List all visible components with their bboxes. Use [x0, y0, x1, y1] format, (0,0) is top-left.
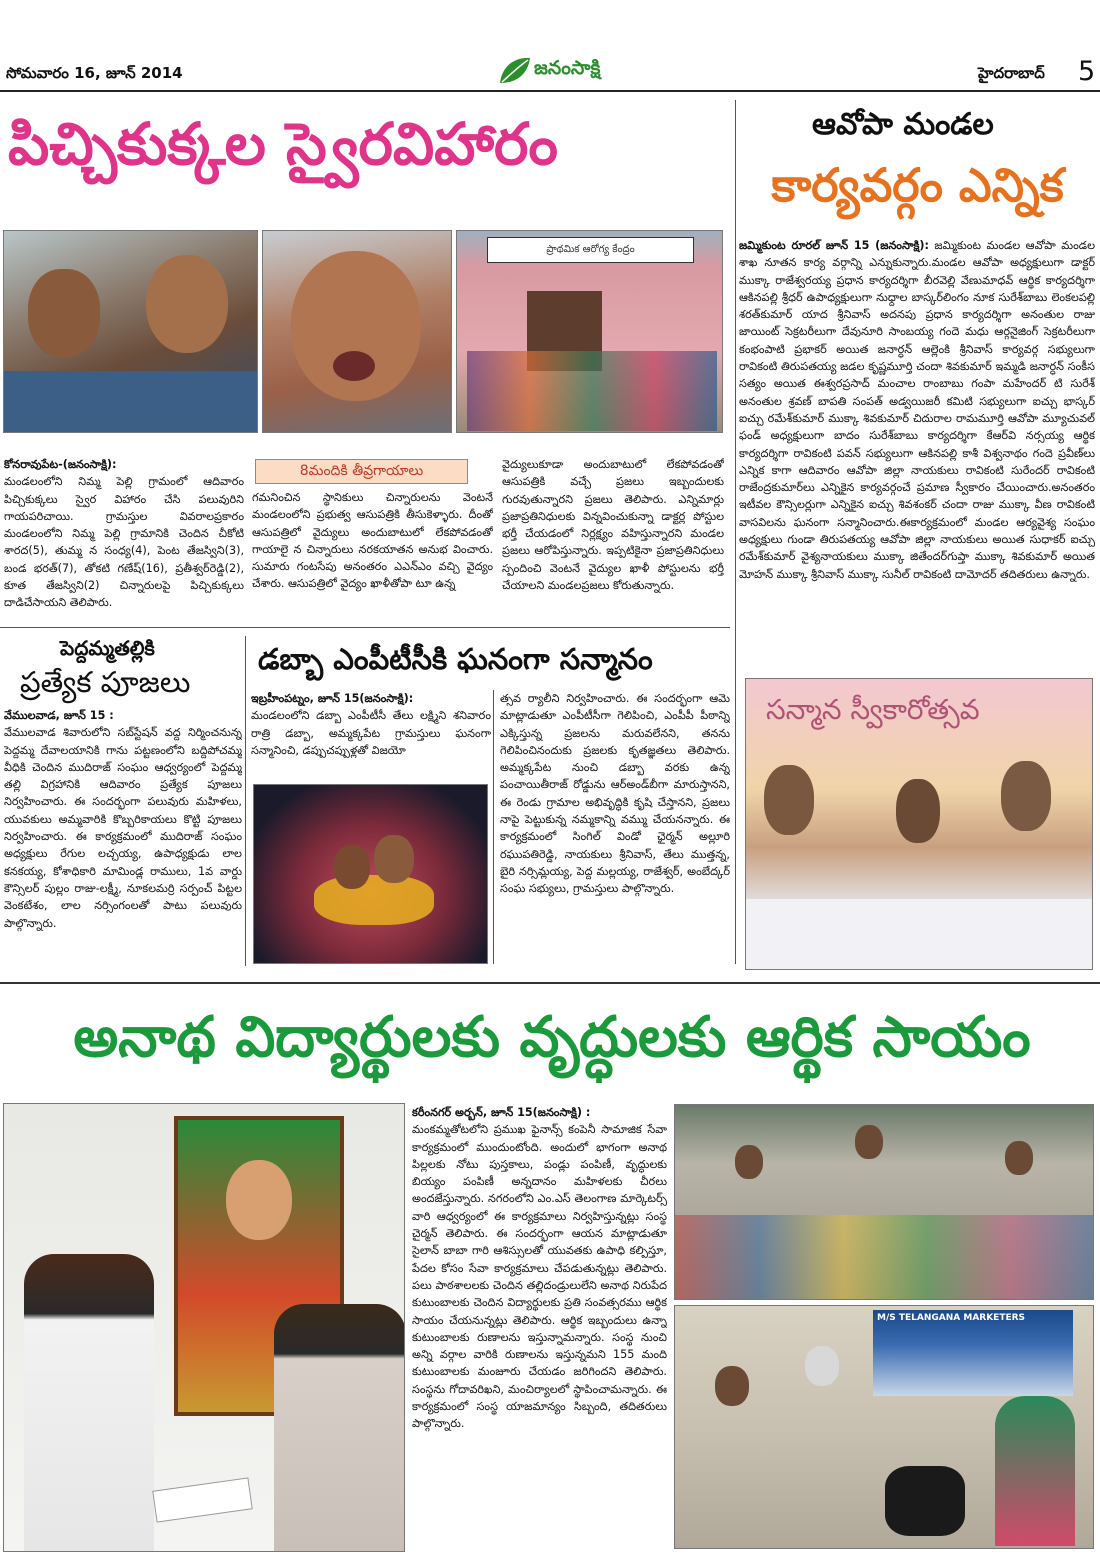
story2-headline: కార్యవర్గం ఎన్నిక — [771, 158, 1064, 212]
divider-story1-bottom — [0, 627, 730, 628]
story1-subhead: 8మందికి తీవ్రగాయాలు — [299, 463, 424, 479]
story2-kicker: ఆవోపా మండల — [812, 107, 994, 142]
divider-story3 — [245, 636, 246, 966]
photo-rice-distribution — [674, 1305, 1094, 1549]
story4-headline: డబ్బా ఎంపీటీసీకి ఘనంగా సన్మానం — [258, 642, 653, 676]
header-rule — [0, 90, 1100, 92]
story3-text: వేములవాడ శివారులోని సబ్‌స్టేషన్ వద్ద నిర్మించనున్న పెద్దమ్మ దేవాలయానికి గాను పట్టణంలోని బద్దిపోచమ్మ వీధికి చెందిన ముదిరాజ్ సంఘం ఆధ్వర్యంలో పెద్దమ్మ తల్లి విగ్రహానికి ఆదివారం ప్రత్యేక పూజలు నిర్వహించారు. ఈ సందర్భంగా పలువురు మహిళలు, యువకులు అమ్మవారికి కొబ్బరికాయలు కొట్టి పూజలు నిర్వహించారు. ఈ కార్యక్రమంలో ముదిరాజ్ సంఘం అధ్యక్షులు రేగుల లచ్చయ్య, ఉపాధ్యక్షుడు లాల కనకయ్య, కోశాధికారి మామిండ్ల రాములు, 1వ వార్డు కౌన్సిలర్ పుల్లం రాజు-లక్ష్మీ, నూకలమర్రి సర్పంచ్ పిట్టల వెంకటేశం, లాల నర్సింగంలతో పాటు పలువురు పాల్గొన్నారు. — [4, 726, 242, 930]
divider-middle — [0, 982, 1100, 984]
photo-mptc-rally — [253, 784, 488, 964]
story1-body-1: మండలంలోని నిమ్మ పెల్లి గ్రామంలో ఆదివారం పిచ్చికుక్కలు స్వైర విహారం చేసి పలువురిని గాయపరిచాయి. గ్రామస్తుల వివరాలప్రకారం మండలంలోని నిమ్మ పెల్లి గ్రామానికి చెందిన చీకోటి శారద(5), తుమ్మ న సంధ్య(4), పెంట తేజస్విని(3), బండ భరత్(7), తోకటి గణేష్(16), ప్రతీశ్వర్‌రెడ్డి(2), కూత తేజస్విని(2) చిన్నారులపై పిచ్చికుక్కలు దాడిచేసాయని తెలిపారు. — [4, 475, 244, 610]
story5-dateline: కరీంనగర్ అర్బన్, జూన్ 15(జనంసాక్షి) : — [412, 1106, 591, 1119]
logo-leaf-icon — [498, 55, 532, 87]
story4-column-1 — [251, 690, 491, 780]
city-name: హైదరాబాద్ — [978, 64, 1045, 82]
photo-injured-woman-child — [3, 230, 258, 433]
health-centre-sign: ప్రాథమిక ఆరోగ్య కేంద్రం — [487, 237, 694, 263]
story4-dateline: ఇబ్రహీంపట్నం, జూన్ 15(జనంసాక్షి): — [251, 692, 414, 705]
story3-dateline: వేములవాడ, జూన్ 15 : — [4, 709, 114, 722]
story2-dateline: జమ్మికుంట రూరల్ జూన్ 15 (జనంసాక్షి): — [739, 239, 929, 252]
story5-headline: అనాథ విద్యార్థులకు వృద్ధులకు ఆర్థిక సాయం — [73, 1005, 1031, 1070]
story1-column-3 — [502, 456, 724, 620]
divider-story4 — [493, 690, 494, 964]
story2-body — [739, 237, 1095, 669]
story4-body-1: మండలంలోని డబ్బా ఎంపీటీసీ తేలు లక్ష్మిని శనివారం రాత్రి డబ్బా, అమ్మక్కపేట గ్రామస్తులు ఘనంగా సన్మానించి, డప్పుచప్పుళ్లతో విజయో — [251, 709, 491, 757]
story3-body — [4, 707, 242, 969]
story3-kicker: పెద్దమ్మతల్లికి — [60, 636, 155, 660]
story1-column-1 — [4, 456, 244, 616]
photo-health-centre — [456, 230, 723, 433]
divider-vertical-top — [735, 100, 736, 964]
story4-column-2 — [500, 690, 730, 964]
story4-body-2: త్సవ ర్యాలీని నిర్వహించారు. ఈ సందర్భంగా ఆమె మాట్లాడుతూ ఎంపీటీసీగా గెలిపించి, ఎంపీపీ పీఠాన్ని ఎక్కిస్తున్న ప్రజలను మరువలేనని, తనను గెలిపించినందుకు ప్రజలకు కృతజ్ఞతలు తెలిపారు. అమ్మక్కపేట నుంచి డబ్బా వరకు ఉన్న పంచాయితీరాజ్ రోడ్డును ఆర్‌అండ్‌బీగా మారుస్తానని, ఈ రెండు గ్రామాల అభివృద్ధికి కృషి చేస్తానని, ప్రజలు నాపై పెట్టుకున్న నమ్మకాన్ని వమ్ము చేయనన్నారు. ఈ కార్యక్రమంలో సింగిల్ విండో ఛైర్మన్ అల్లూరి రఘుపతిరెడ్డి, నాయకులు శ్రీనివాస్, తేలు ముత్తన్న, బైరి నర్సిమ్లయ్య, పెద్ద మల్లయ్య, రాజేశ్వర్, అంబేద్కర్ సంఘ సభ్యులు, గ్రామస్తులు పాల్గొన్నారు. — [500, 692, 730, 896]
story1-subhead-box — [255, 459, 468, 484]
story5-text: మంకమ్మతోటలోని ప్రముఖ ఫైనాన్స్ కంపెనీ సామాజిక సేవా కార్యక్రమంలో ముందుంటోంది. అందులో భాగంగా అనాథ పిల్లలకు నోటు పుస్తకాలు, పండ్లు పంపిణీ, వృద్ధులకు బియ్యం పంపిణీ అన్నదానం మహిళలకు చీరలు అందజేస్తున్నారు. నగరంలోని ఎం.ఎస్ తెలంగాణ మార్కెటర్స్ వారి ఆధ్వర్యంలో ఈ కార్యక్రమాలు నిర్వహిస్తున్నట్లు సంస్థ చైర్మన్ తెలిపారు. ఈ సందర్భంగా ఆయన మాట్లాడుతూ సైలాన్ బాబా గారి ఆశిస్సులతో యువతకు ఉపాధి కల్పిస్తూ, పేదల కోసం సేవా కార్యక్రమాలు చేపడుతున్నట్లు తెలిపారు. పలు పాఠశాలలకు చెందిన తల్లిదండ్రులులేని అనాథ నిరుపేద కుటుంబాలకు చెందిన విద్యార్థులకు ప్రతి సంవత్సరము ఆర్థిక సాయం చేయనున్నట్లు తెలిపారు. ఆర్థిక ఇబ్బందులు ఉన్నా కుటుంబాలకు రుణాలను ఇస్తున్నామన్నారు. సంస్థ నుంచి అన్ని వర్గాల వారికి రుణాలను ఇస్తున్నమని 155 మంది కుటుంబాలకు మంజూరు చేయడం జరిగిందని తెలిపారు. సంస్థను గోదావరిఖని, మంచిర్యాలలో స్థాపించామన్నారు. ఈ కార్యక్రమంలో సంస్థ యాజమాన్యం సిబ్బంది, తదితరులు పాల్గొన్నారు. — [412, 1123, 667, 1431]
masthead — [498, 53, 628, 89]
story2-text: జమ్మికుంట మండల ఆవోపా మండల శాఖ నూతన కార్య వర్గాన్ని ఎన్నుకున్నారు.మండల ఆవోపా అధ్యక్షులుగా డాక్టర్ ముక్కా రాజేశ్వరయ్య ప్రధాన కార్యదర్శిగా బీరవెల్లి వేణుమాధవ్ ఆర్థిక కార్యదర్శిగా ఆకినపల్లి శ్రీధర్ ఉపాధ్యక్షులుగా నుధ్దాల బాస్కర్‌లింగం నూక సురేశ్‌బాబు లెంకలపల్లి శరత్‌కుమార్ యాద శ్రీనివాస్ అదనపు ప్రధాన కార్యదర్శిగా అనంతుల రాజు జాయింట్ సెక్రటరీలుగా దేవునూరి సాంబయ్య గందె మధు ఆర్గనైజింగ్ సెక్రటరీలుగా కంభంపాటి ప్రభాకర్ అయిత జనార్ధన్ ఆల్లెంకి శ్రీనివాస్ కార్యవర్గ సభ్యులుగా రావికంటి తిరుపతయ్య జడల కృష్ణమూర్తి చందా శివకుమార్ ఇమ్మడి జనార్ధన్ సంకీస సత్యం అయిత ఈశ్వరప్రసాద్ మంచాల రాంబాబు గంపా మహేందర్ టి సురేశ్ అనంతుల శ్రవణ్ బాపతి సంపత్ అడ్వయిజరీ కమిటి సభ్యులుగా ఐచ్చు భాస్కర్ ఐచ్చు రమేశ్‌కుమార్ ముక్కా శివకుమార్ చిదురాల రామమూర్తి ఆవోపా మ్యూచువల్ ఫండ్ అధ్యక్షులుగా బాదం సురేశ్‌బాబు కార్యదర్శిగా కేఆర్‌వి నర్సయ్య ఆర్థిక కార్యదర్శిగా రావికంటి పవన్ సభ్యులుగా ఆకినపల్లి కాశీ విశ్వనాథం గందె ప్రవీణ్‌లు ఎన్నిక కాగా ఆదివారం ఆవోపా జిల్లా నాయకులు రావికంటి సురేందర్ రావికంటి రాజేంద్రకుమార్‌లు ఎన్నికైన కార్యవర్గంచే ప్రమాణ స్వీకారం చేయించారు.అనంతరం ఇటీవల కౌన్సిలర్లుగా ఎన్నికైన ఐచ్చు శివశంకర్ చందా రాజు ముక్కా వీణ రావికంటి వాసవిలను ఘనంగా సన్మానించారు.ఈకార్యక్రమంలో మండల ఆర్యవైశ్య సంఘం అధ్యక్షులు గుండా తిరుపతయ్య ఆవోపా జిల్లా నాయకులు అయిత సుధాకర్ ఐచ్చు రమేశ్‌కుమార్ వైశ్యనాయకులు ముక్కా జితేందర్‌గుప్తా ముక్కా శివకుమార్ అయిత మోహన్ ముక్కా శ్రీనివాస్ ముక్కా సునీల్ రావికంటి దామోదర్ తదితరులు ఉన్నారు. — [739, 239, 1095, 581]
story1-body-2: గమనించిన స్థానికులు చిన్నారులను వెంటనే మండలంలోని ప్రభుత్వ ఆసుపత్రికి తీసుకెళ్ళారు. దీంతో ఆసుపత్రిలో వైద్యులు అందుబాటులో లేకపోవడంతో గాయాలై న చిన్నారులు నరకయాతన అనుభ వించారు. సుమారు గంటసేపు అనంతరం ఎఎన్ఎం వచ్చి వైద్యం చేశారు. ఆసుపత్రిలో వైద్యం ఖాళీతోపా టూ ఉన్న — [252, 491, 493, 591]
story1-dateline: కోనరావుపేట-(జనంసాక్షి): — [4, 458, 117, 471]
masthead-title: జనంసాక్షి — [534, 57, 601, 79]
story1-column-2 — [252, 489, 493, 619]
photo-felicitation — [745, 678, 1093, 970]
issue-date: సోమవారం 16, జూన్ 2014 — [6, 64, 183, 82]
story1-body-3: వైద్యులుకూడా అందుబాటులో లేకపోవడంతో ఆసుపత్రికి వచ్చే ప్రజలు ఇబ్బందులకు గురవుతున్నారని ప్రజలు తెలిపారు. ఎన్నిమార్లు ప్రజాప్రతినిధులకు విన్నవించుకున్నా డాక్టర్ల పోస్టుల భర్తీ చేయడంలో నిర్లక్ష్యం వహిస్తున్నారని మండల ప్రజలు ఆరోపిస్తున్నారు. ఇప్పటికైనా ప్రజాప్రతినిధులు స్పందించి వెంటనే వైద్యుల ఖాళీ పోస్టులను భర్తీ చేయాలని మండలప్రజలు కోరుతున్నారు. — [502, 458, 724, 593]
story1-headline: పిచ్చికుక్కల స్వైరవిహారం — [8, 110, 558, 178]
story3-headline: ప్రత్యేక పూజలు — [20, 665, 191, 699]
photo-children-distribution — [674, 1104, 1094, 1300]
banner-text: M/S TELANGANA MARKETERS — [877, 1313, 1026, 1323]
page-number: 5 — [1078, 56, 1096, 87]
photo-crying-child — [262, 230, 452, 433]
photo-cheque-handover — [3, 1103, 405, 1552]
story5-body — [412, 1104, 667, 1554]
felicitation-banner: సన్మాన స్వీకారోత్సవ — [766, 693, 980, 726]
telangana-marketers-banner — [873, 1310, 1073, 1396]
